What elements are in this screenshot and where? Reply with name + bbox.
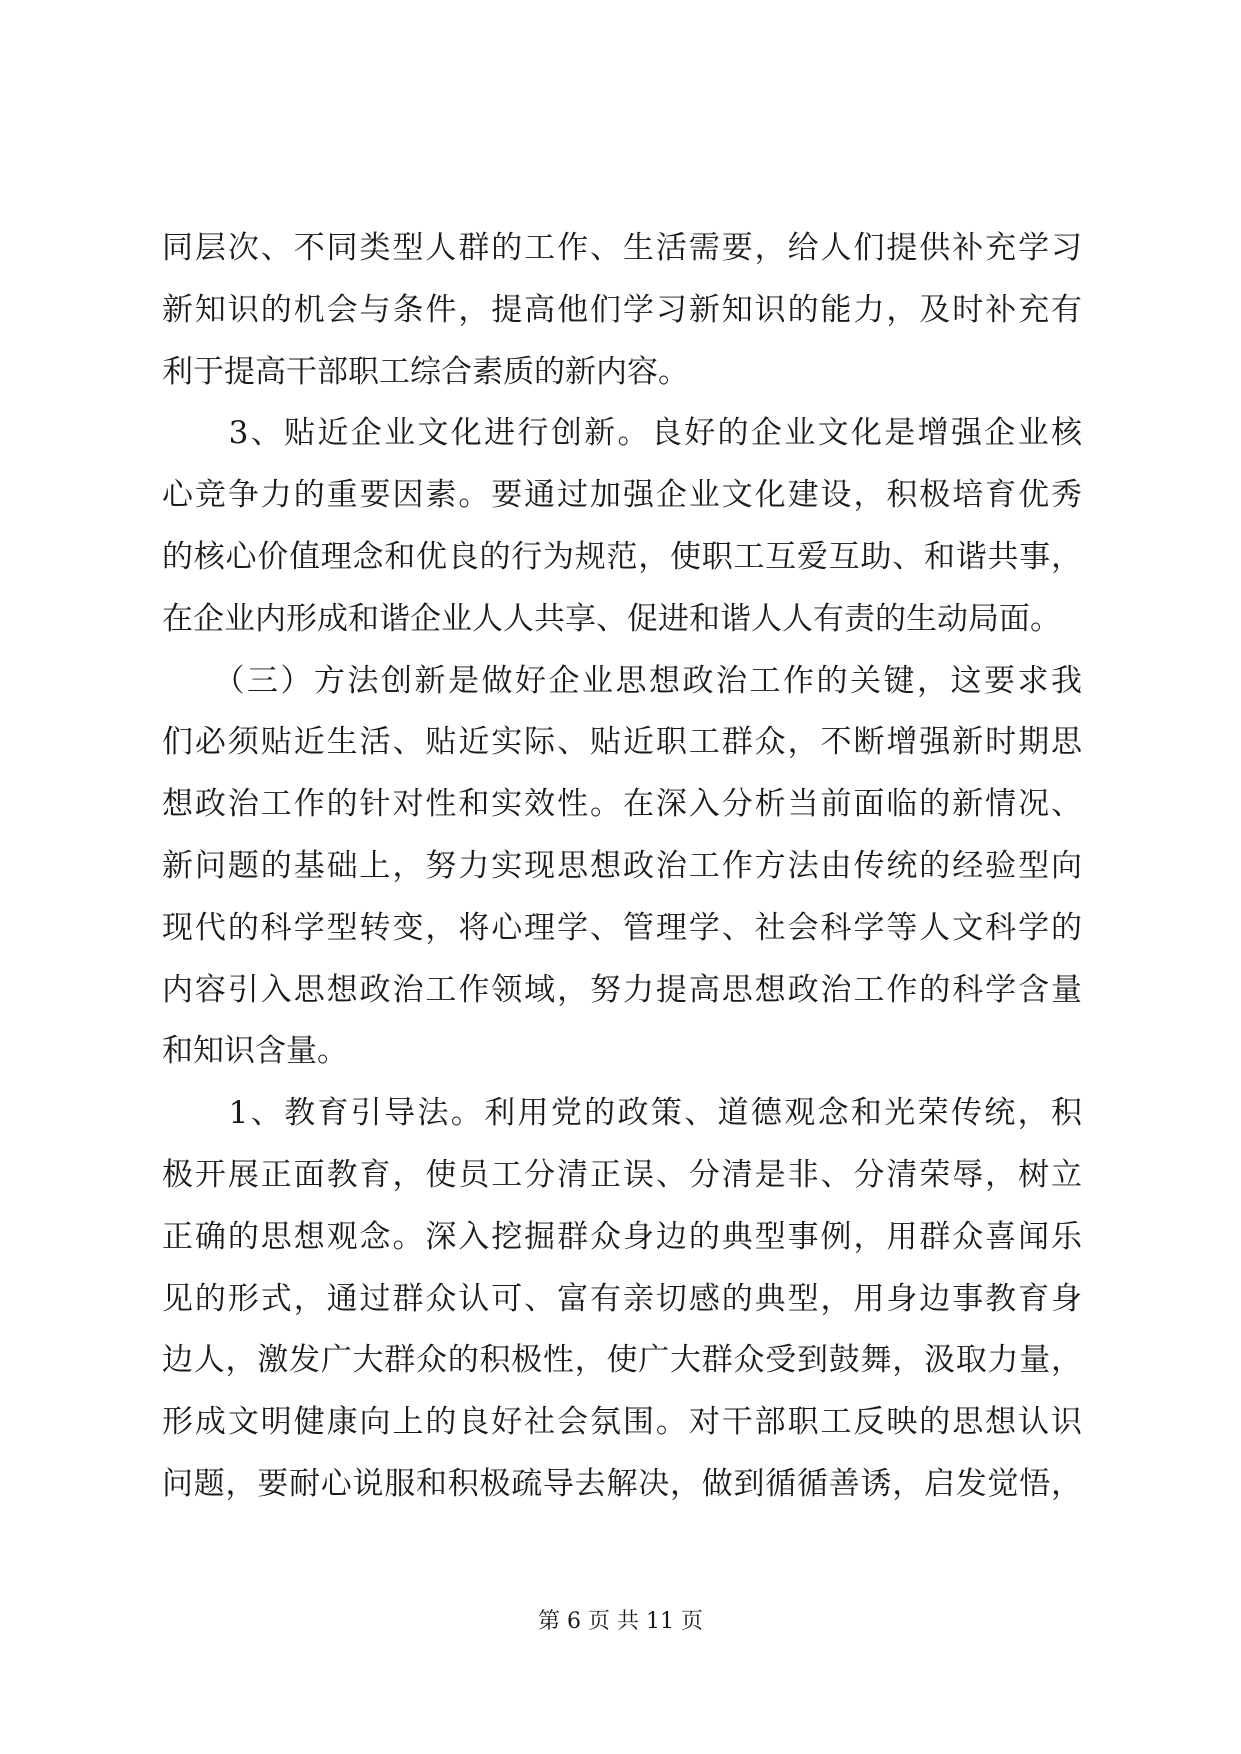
text-line: 边人，激发广大群众的积极性，使广大群众受到鼓舞，汲取力量， xyxy=(162,1342,1082,1379)
body-text xyxy=(162,218,1082,1516)
text-line: 们必须贴近生活、贴近实际、贴近职工群众，不断增强新时期思 xyxy=(162,724,1082,761)
text-lines xyxy=(162,218,1082,1516)
text-line: 现代的科学型转变，将心理学、管理学、社会科学等人文科学的 xyxy=(162,909,1082,946)
text-line: 在企业内形成和谐企业人人共享、促进和谐人人有责的生动局面。 xyxy=(162,600,1061,637)
text-line: 问题，要耐心说服和积极疏导去解决，做到循循善诱，启发觉悟， xyxy=(162,1465,1082,1502)
text-line: 新问题的基础上，努力实现思想政治工作方法由传统的经验型向 xyxy=(162,847,1082,884)
text-line: 见的形式，通过群众认可、富有亲切感的典型，用身边事教育身 xyxy=(162,1280,1082,1317)
text-line: 正确的思想观念。深入挖掘群众身边的典型事例，用群众喜闻乐 xyxy=(162,1218,1082,1255)
text-line: 3、贴近企业文化进行创新。良好的企业文化是增强企业核 xyxy=(162,415,1082,452)
text-line: 心竞争力的重要因素。要通过加强企业文化建设，积极培育优秀 xyxy=(162,477,1082,514)
text-line: 想政治工作的针对性和实效性。在深入分析当前面临的新情况、 xyxy=(162,786,1082,823)
page-footer: 第 6 页 共 11 页 xyxy=(538,1609,703,1634)
text-line: 1、教育引导法。利用党的政策、道德观念和光荣传统，积 xyxy=(162,1095,1082,1132)
text-line: 极开展正面教育，使员工分清正误、分清是非、分清荣辱，树立 xyxy=(162,1156,1082,1193)
text-line: 新知识的机会与条件，提高他们学习新知识的能力，及时补充有 xyxy=(162,291,1082,328)
text-line: 和知识含量。 xyxy=(162,1033,348,1070)
text-line: 利于提高干部职工综合素质的新内容。 xyxy=(162,353,689,390)
text-line: 的核心价值理念和优良的行为规范，使职工互爱互助、和谐共事， xyxy=(162,538,1082,575)
text-line: 形成文明健康向上的良好社会氛围。对干部职工反映的思想认识 xyxy=(162,1404,1082,1441)
text-line: 内容引入思想政治工作领域，努力提高思想政治工作的科学含量 xyxy=(162,971,1082,1008)
text-line: （三）方法创新是做好企业思想政治工作的关键，这要求我 xyxy=(162,662,1082,699)
text-line: 同层次、不同类型人群的工作、生活需要，给人们提供补充学习 xyxy=(162,230,1082,266)
